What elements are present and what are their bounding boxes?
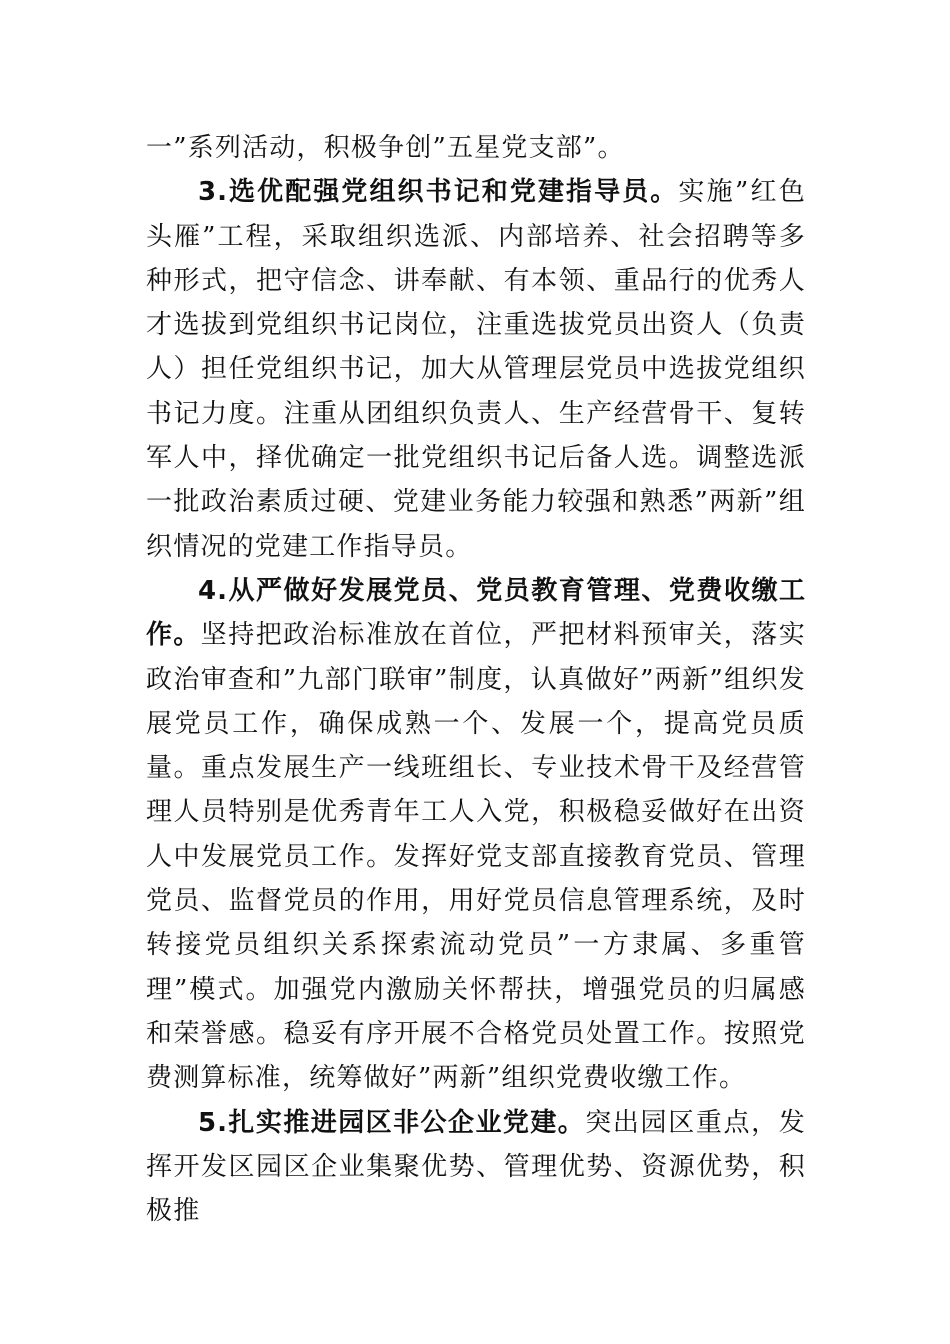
paragraph-text: 突出园区重点，发挥开发区园区企业集聚优势、管理优势、资源优势，积极推 [146, 1107, 806, 1227]
document-body [146, 126, 806, 1233]
paragraph-text: 坚持把政治标准放在首位，严把材料预审关，落实政治审查和”九部门联审”制度，认真做好”两新”组织发展党员工作，确保成熟一个、发展一个，提高党员质量。重点发展生产一线班组长、专业技术骨干及经营管理人员特别是优秀青年工人入党，积极稳妥做好在出资人中发展党员工作。发挥好党支部直接教育党员、管理党员、监督党员的作用，用好党员信息管理系统，及时转接党员组织关系探索流动党员”一方隶属、多重管理”模式。加强党内激励关怀帮扶，增强党员的归属感和荣誉感。稳妥有序开展不合格党员处置工作。按照党费测算标准，统筹做好”两新”组织党费收缴工作。 [146, 620, 806, 1094]
paragraph-item-4 [146, 569, 806, 1101]
paragraph-item-3 [146, 170, 806, 569]
paragraph-continuation [146, 126, 806, 170]
paragraph-text: 实施”红色头雁”工程，采取组织选派、内部培养、社会招聘等多种形式，把守信念、讲奉献、有本领、重品行的优秀人才选拔到党组织书记岗位，注重选拔党员出资人（负责人）担任党组织书记，加大从管理层党员中选拔党组织书记力度。注重从团组织负责人、生产经营骨干、复转军人中，择优确定一批党组织书记后备人选。调整选派一批政治素质过硬、党建业务能力较强和熟悉”两新”组织情况的党建工作指导员。 [146, 177, 806, 562]
paragraph-lead: 4.从严做好发展党员、党员教育管理、党费收缴工作。 [146, 575, 806, 651]
paragraph-lead: 3.选优配强党组织书记和党建指导员。 [198, 177, 679, 208]
paragraph-lead: 5.扎实推进园区非公企业党建。 [198, 1107, 586, 1138]
paragraph-item-5 [146, 1101, 806, 1234]
paragraph-text: 一”系列活动，积极争创”五星党支部”。 [146, 133, 625, 163]
